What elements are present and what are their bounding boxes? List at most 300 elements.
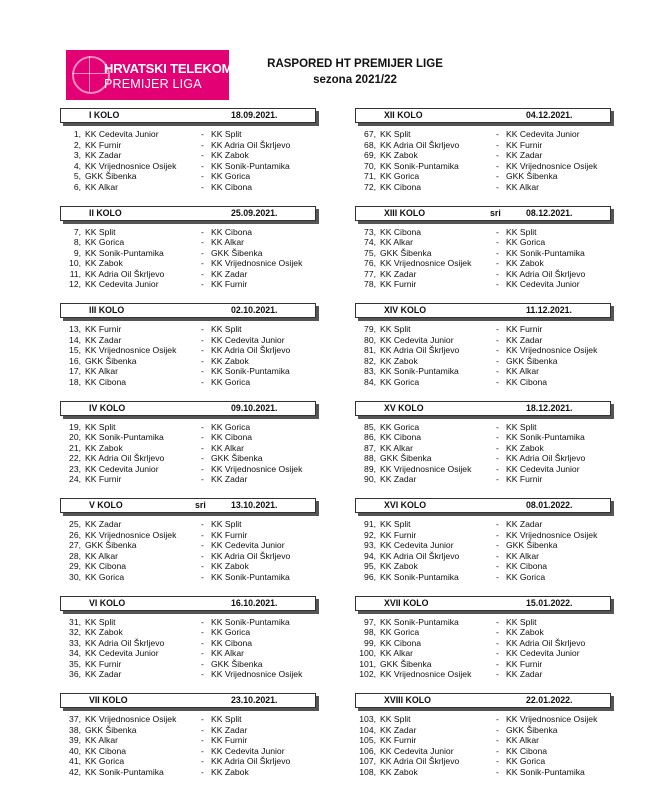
away-team: KK Gorica [506,756,546,767]
round-label: XVII KOLO [384,597,429,608]
away-team: KK Cedevita Junior [506,129,580,139]
home-team: KK Gorica [85,571,125,582]
separator-dash: - [496,519,499,529]
separator-dash: - [201,724,204,735]
home-team: KK Cibona [85,376,127,387]
home-team: KK Alkar [380,442,413,453]
home-team: KK Cibona [380,226,422,237]
away-team: KK Cibona [506,376,548,387]
match-row [355,258,611,269]
round-block [60,108,316,193]
away-team: KK Alkar [211,648,244,659]
separator-dash: - [201,714,204,724]
match-row [60,129,316,140]
home-team: KK Furnir [85,658,122,669]
round-date: 13.10.2021. [231,500,278,510]
home-team: KK Zadar [85,519,122,529]
away-team: KK Sonik-Puntamika [506,247,585,258]
home-team: KK Furnir [85,474,122,485]
home-team: KK Split [380,519,411,529]
round-block [60,693,316,778]
home-team: KK Cibona [85,561,127,572]
away-team: KK Split [506,616,537,627]
separator-dash: - [201,258,204,269]
home-team: KK Cedevita Junior [85,463,159,474]
separator-dash: - [496,171,499,182]
season-subtitle: sezona 2021/22 [313,74,397,86]
separator-dash: - [201,268,204,279]
match-number: 42, [69,766,81,777]
match-row [60,648,316,659]
round-block [60,401,316,486]
separator-dash: - [201,129,204,139]
match-row [355,237,611,248]
match-number: 69, [364,150,376,161]
home-team: KK Vrijednosnice Osijek [85,529,177,540]
match-number: 92, [364,529,376,540]
home-team: KK Furnir [380,735,417,746]
round-date: 18.12.2021. [526,402,573,413]
home-team: KK Alkar [85,181,118,192]
separator-dash: - [496,529,499,540]
match-row [60,432,316,443]
home-team: KK Sonik-Puntamika [380,160,459,171]
separator-dash: - [496,453,499,464]
separator-dash: - [496,226,499,237]
home-team: KK Zadar [380,268,417,279]
separator-dash: - [201,345,204,356]
home-team: KK Gorica [85,756,125,767]
home-team: KK Cedevita Junior [85,279,159,290]
match-row [355,453,611,464]
home-team: KK Zabok [85,442,123,453]
match-number: 67, [364,129,376,139]
match-number: 2, [73,139,81,150]
separator-dash: - [496,658,499,669]
round-date: 15.01.2022. [526,597,573,608]
match-row [60,324,316,335]
separator-dash: - [496,616,499,627]
home-team: KK Cedevita Junior [85,648,159,659]
away-team: KK Zadar [211,474,248,485]
match-row [60,422,316,433]
separator-dash: - [496,442,499,453]
separator-dash: - [201,421,204,432]
match-number: 74, [364,237,376,248]
match-row [60,248,316,259]
separator-dash: - [496,756,499,767]
match-number: 68, [364,139,376,150]
round-header [60,303,316,318]
separator-dash: - [496,355,499,366]
away-team: KK Sonik-Puntamika [506,432,585,443]
home-team: KK Zabok [85,627,123,638]
home-team: KK Alkar [380,237,413,248]
separator-dash: - [496,669,499,680]
home-team: KK Zadar [380,724,417,735]
round-date: 08.12.2021. [526,207,573,218]
round-date: 18.09.2021. [231,110,278,120]
away-team: KK Adria Oil Škrljevo [506,453,586,464]
round-header [60,108,316,123]
match-row [355,248,611,259]
separator-dash: - [201,648,204,659]
home-team: KK Cibona [380,432,422,443]
separator-dash: - [496,463,499,474]
ht-premijer-liga-logo [66,50,233,100]
away-team: GKK Šibenka [211,247,263,258]
separator-dash: - [496,745,499,756]
home-team: KK Gorica [380,171,420,182]
round-date: 09.10.2021. [231,402,278,413]
match-number: 76, [364,258,376,269]
away-team: KK Alkar [506,181,539,192]
separator-dash: - [201,529,204,540]
home-team: KK Sonik-Puntamika [380,366,459,377]
round-date: 22.01.2022. [526,695,573,705]
separator-dash: - [201,463,204,474]
away-team: KK Vrijednosnice Osijek [506,714,598,724]
match-number: 95, [364,561,376,572]
match-number: 70, [364,160,376,171]
match-number: 17, [69,366,81,377]
round-block [60,303,316,388]
home-team: KK Vrijednosnice Osijek [380,669,472,680]
match-number: 32, [69,627,81,638]
away-team: KK Zadar [506,669,543,680]
match-row [60,572,316,583]
match-row [355,171,611,182]
away-team: KK Split [211,519,242,529]
home-team: KK Zadar [85,334,122,345]
home-team: KK Zadar [85,669,122,680]
away-team: KK Zabok [506,258,544,269]
match-row [60,161,316,172]
match-number: 16, [69,355,81,366]
away-team: KK Vrijednosnice Osijek [211,258,303,269]
match-number: 39, [69,735,81,746]
away-team: KK Zabok [211,150,249,161]
separator-dash: - [496,432,499,443]
match-number: 36, [69,669,81,680]
match-number: 100, [359,648,376,659]
match-number: 35, [69,658,81,669]
match-row [60,335,316,346]
round-label: VI KOLO [89,597,126,608]
home-team: KK Gorica [380,421,420,432]
match-number: 3, [73,150,81,161]
match-number: 30, [69,571,81,582]
away-team: KK Split [211,324,242,334]
match-row [355,182,611,193]
round-date: 08.01.2022. [526,500,573,510]
round-block [60,498,316,583]
separator-dash: - [201,756,204,767]
match-number: 40, [69,745,81,756]
match-row [60,659,316,670]
round-label: I KOLO [89,110,120,120]
separator-dash: - [496,345,499,356]
separator-dash: - [496,366,499,377]
away-team: KK Furnir [506,474,543,485]
match-number: 1, [73,129,81,139]
home-team: KK Adria Oil Škrljevo [380,756,460,767]
separator-dash: - [496,139,499,150]
away-team: KK Zabok [211,561,249,572]
away-team: KK Gorica [211,627,251,638]
separator-dash: - [201,442,204,453]
away-team: KK Sonik-Puntamika [211,616,290,627]
round-block [355,596,611,681]
match-row [60,519,316,530]
round-header [355,498,611,513]
away-team: KK Zabok [506,627,544,638]
match-number: 24, [69,474,81,485]
match-row [355,464,611,475]
round-label: XIII KOLO [384,207,426,218]
separator-dash: - [496,129,499,139]
match-row [60,366,316,377]
round-date: 16.10.2021. [231,597,278,608]
away-team: KK Split [506,226,537,237]
match-row [355,227,611,238]
match-number: 102, [359,669,376,680]
match-number: 86, [364,432,376,443]
away-team: KK Gorica [211,421,251,432]
match-row [60,140,316,151]
home-team: KK Alkar [85,366,118,377]
match-number: 15, [69,345,81,356]
logo-line-1: HRVATSKI TELEKOM [104,61,233,76]
away-team: KK Cedevita Junior [506,648,580,659]
match-number: 94, [364,550,376,561]
round-header [355,303,611,318]
home-team: KK Vrijednosnice Osijek [85,345,177,356]
away-team: KK Adria Oil Škrljevo [211,756,291,767]
away-team: KK Furnir [211,529,248,540]
separator-dash: - [496,279,499,290]
match-row [60,377,316,388]
home-team: KK Zadar [85,150,122,161]
away-team: KK Adria Oil Škrljevo [506,268,586,279]
match-row [355,345,611,356]
round-label: XIV KOLO [384,305,427,315]
match-row [355,422,611,433]
match-row [355,366,611,377]
home-team: KK Adria Oil Škrljevo [85,453,165,464]
match-number: 78, [364,279,376,290]
round-label: XVI KOLO [384,500,427,510]
match-number: 93, [364,540,376,551]
separator-dash: - [496,648,499,659]
away-team: KK Furnir [506,658,543,669]
round-label: XII KOLO [384,110,423,120]
home-team: KK Zabok [380,355,418,366]
round-header [355,108,611,123]
away-team: KK Cibona [506,745,548,756]
home-team: GKK Šibenka [380,658,432,669]
home-team: GKK Šibenka [85,724,137,735]
round-label: III KOLO [89,305,125,315]
separator-dash: - [201,160,204,171]
match-number: 29, [69,561,81,572]
away-team: KK Gorica [506,571,546,582]
away-team: KK Zabok [211,766,249,777]
match-row [355,551,611,562]
separator-dash: - [201,766,204,777]
away-team: KK Gorica [506,237,546,248]
home-team: KK Adria Oil Škrljevo [380,550,460,561]
separator-dash: - [496,376,499,387]
match-number: 71, [364,171,376,182]
match-number: 25, [69,519,81,529]
match-number: 104, [359,724,376,735]
away-team: KK Alkar [211,237,244,248]
round-header [60,596,316,611]
match-number: 10, [69,258,81,269]
match-number: 6, [73,181,81,192]
away-team: GKK Šibenka [506,540,558,551]
match-row [355,767,611,778]
separator-dash: - [201,432,204,443]
match-row [60,182,316,193]
away-team: KK Furnir [211,279,248,290]
match-row [355,432,611,443]
away-team: KK Cedevita Junior [211,540,285,551]
home-team: GKK Šibenka [85,540,137,551]
match-row [355,648,611,659]
home-team: KK Cedevita Junior [85,129,159,139]
home-team: KK Cibona [85,745,127,756]
home-team: GKK Šibenka [380,247,432,258]
match-row [355,279,611,290]
away-team: GKK Šibenka [506,724,558,735]
match-number: 7, [73,226,81,237]
round-label: XV KOLO [384,402,424,413]
separator-dash: - [496,324,499,334]
match-row [60,746,316,757]
home-team: KK Split [85,226,116,237]
match-row [355,746,611,757]
home-team: KK Furnir [85,139,122,150]
match-row [355,324,611,335]
home-team: KK Furnir [380,279,417,290]
home-team: KK Split [380,324,411,334]
home-team: KK Cedevita Junior [380,540,454,551]
round-header [355,693,611,708]
home-team: KK Furnir [85,324,122,334]
home-team: KK Split [85,616,116,627]
separator-dash: - [496,714,499,724]
away-team: KK Cedevita Junior [211,745,285,756]
match-number: 27, [69,540,81,551]
separator-dash: - [201,139,204,150]
away-team: KK Cedevita Junior [506,463,580,474]
match-number: 106, [359,745,376,756]
separator-dash: - [201,637,204,648]
match-number: 19, [69,421,81,432]
match-number: 82, [364,355,376,366]
separator-dash: - [201,355,204,366]
away-team: KK Adria Oil Škrljevo [211,345,291,356]
match-row [60,714,316,725]
home-team: KK Zabok [380,561,418,572]
separator-dash: - [496,150,499,161]
match-number: 37, [69,714,81,724]
round-weekday: sri [490,207,501,218]
match-row [60,627,316,638]
home-team: KK Alkar [85,735,118,746]
separator-dash: - [496,237,499,248]
match-number: 26, [69,529,81,540]
match-row [60,735,316,746]
separator-dash: - [201,616,204,627]
round-header [60,206,316,221]
separator-dash: - [201,540,204,551]
round-label: IV KOLO [89,402,126,413]
match-row [355,756,611,767]
match-number: 89, [364,463,376,474]
away-team: KK Vrijednosnice Osijek [506,160,598,171]
round-block [355,303,611,388]
round-header [355,206,611,221]
match-number: 107, [359,756,376,767]
separator-dash: - [201,226,204,237]
separator-dash: - [496,247,499,258]
match-number: 85, [364,421,376,432]
match-number: 34, [69,648,81,659]
away-team: GKK Šibenka [506,355,558,366]
separator-dash: - [496,724,499,735]
separator-dash: - [201,150,204,161]
away-team: KK Furnir [506,324,543,334]
match-row [60,453,316,464]
match-row [60,561,316,572]
separator-dash: - [201,474,204,485]
match-row [60,638,316,649]
match-row [60,150,316,161]
match-row [355,356,611,367]
page-title: RASPORED HT PREMIJER LIGE [267,58,443,70]
match-number: 8, [73,237,81,248]
match-number: 105, [359,735,376,746]
match-row [355,725,611,736]
match-number: 22, [69,453,81,464]
away-team: KK Adria Oil Škrljevo [211,550,291,561]
match-number: 96, [364,571,376,582]
away-team: KK Cedevita Junior [506,279,580,290]
round-label: V KOLO [89,500,123,510]
match-number: 90, [364,474,376,485]
match-number: 23, [69,463,81,474]
logo-line-2: PREMIJER LIGA [104,77,202,91]
match-row [355,638,611,649]
separator-dash: - [496,160,499,171]
separator-dash: - [201,658,204,669]
home-team: KK Adria Oil Škrljevo [85,637,165,648]
match-row [355,735,611,746]
match-row [60,356,316,367]
match-row [60,474,316,485]
home-team: GKK Šibenka [380,453,432,464]
away-team: KK Split [211,714,242,724]
match-row [355,519,611,530]
match-row [355,443,611,454]
separator-dash: - [496,571,499,582]
home-team: KK Vrijednosnice Osijek [380,463,472,474]
home-team: KK Alkar [380,648,413,659]
round-date: 23.10.2021. [231,695,278,705]
